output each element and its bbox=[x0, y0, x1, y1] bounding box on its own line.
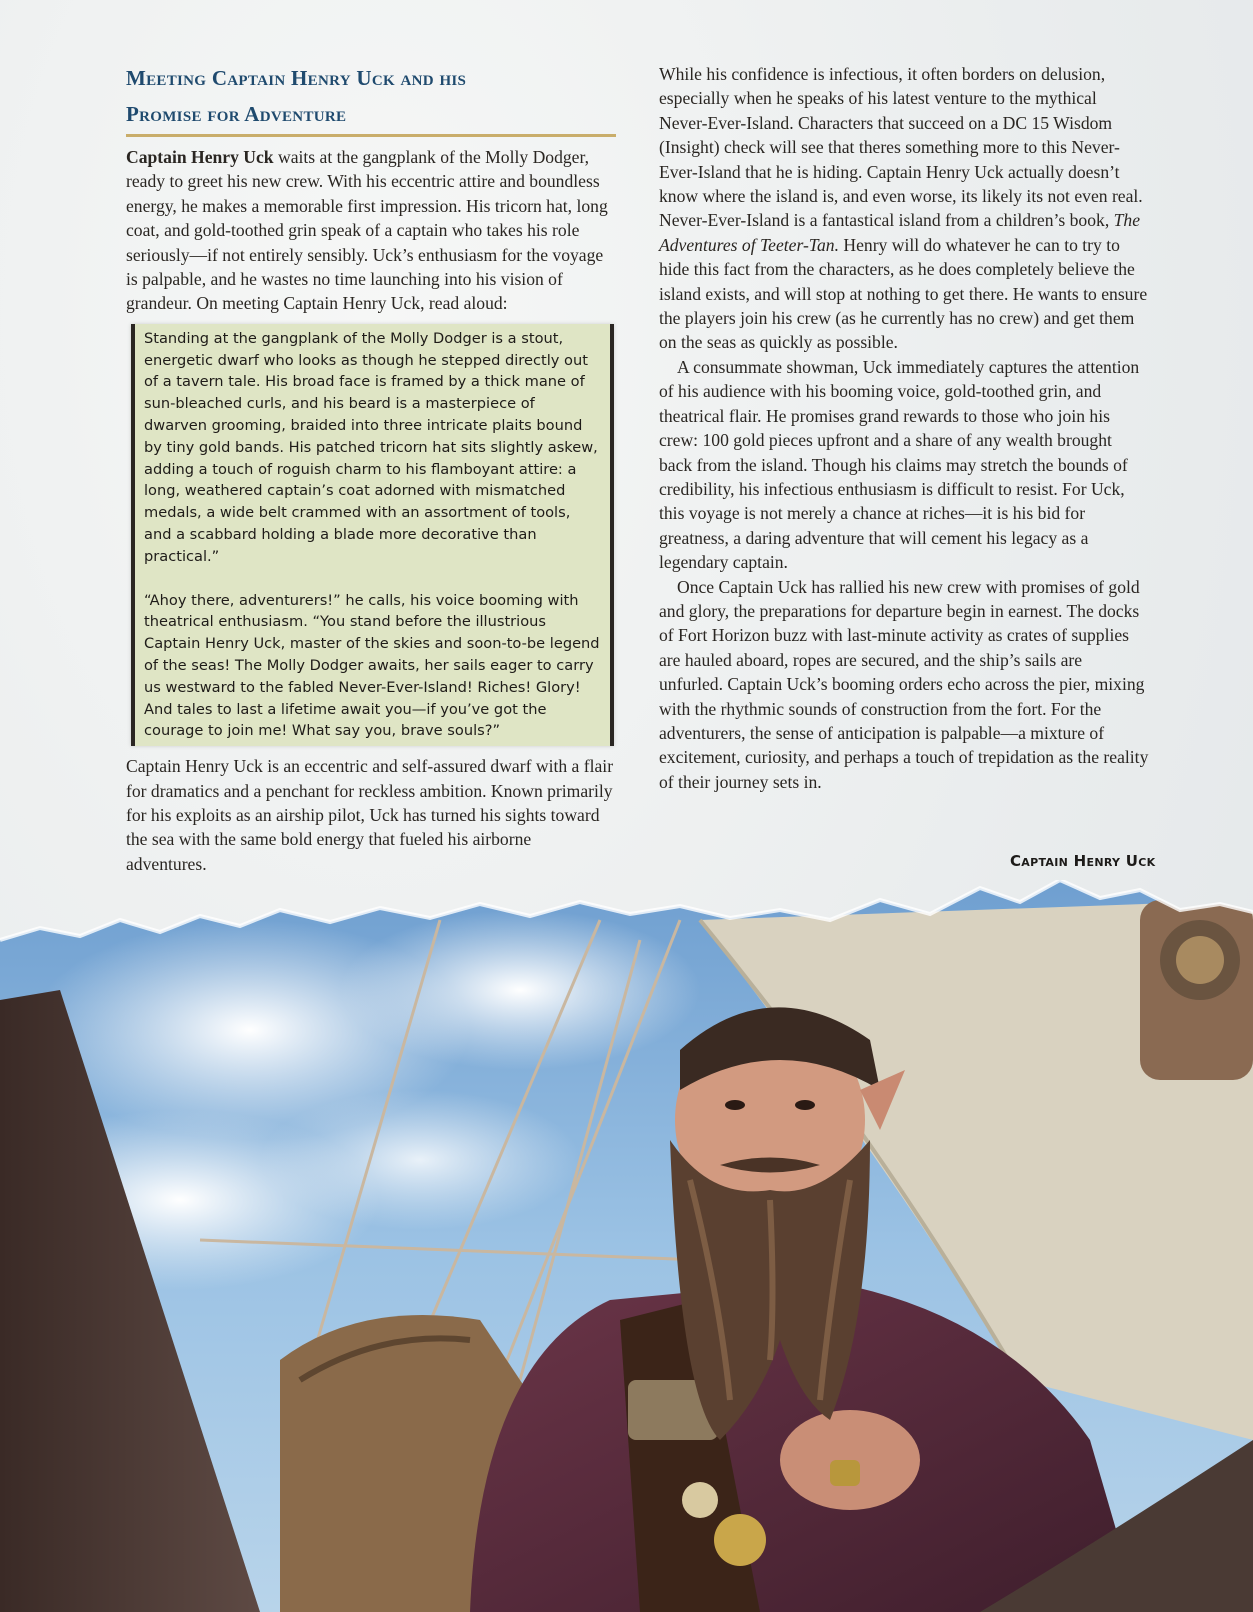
read-aloud-paragraph-1: Standing at the gangplank of the Molly Dodger is a stout, energetic dwarf who looks as though he stepped directly out of a tavern tale. His broad face is framed by a thick mane of sun-bleached curls, and his beard is a masterpiece of dwarven grooming, braided into three intricate plaits bound by tiny gold bands. His patched tricorn hat sits slightly askew, adding a touch of roguish charm to his flamboyant attire: a long, weathered captain’s coat adorned with mismatched medals, a wide belt crammed with an assortment of tools, and a scabbard holding a blade more decorative than practical.” bbox=[144, 329, 598, 565]
right-p1-before: While his confidence is infectious, it often borders on delusion, especially when he speaks of his latest venture to the mythical Never-Ever-Island. Characters that succeed on a DC 15 Wisdom (Insight) check will see that theres something more to this Never-Ever-Island that he is hiding. Captain Henry Uck actually doesn’t know where the island is, and even worse, its likely its not even real. Never-Ever-Island is a fantastical island from a children’s book, bbox=[659, 64, 1143, 231]
right-column bbox=[659, 62, 1149, 794]
heading-line-1: Meeting Captain Henry Uck and his bbox=[126, 66, 467, 90]
illustration-caption: Captain Henry Uck bbox=[1010, 852, 1156, 870]
section-heading bbox=[126, 60, 616, 137]
right-p1-after: Henry will do whatever he can to try to hide this fact from the characters, as he does completely believe the island exists, and will stop at nothing to get there. He wants to ensure the players join his crew (as he currently has no crew) and get them on the seas as quickly as possible. bbox=[659, 234, 1148, 353]
right-paragraph-2: A consummate showman, Uck immediately captures the attention of his audience with his booming voice, gold-toothed grin, and theatrical flair. He promises grand rewards to those who join his crew: 100 gold pieces upfront and a share of any wealth brought back from the island. Though his claims may stretch the bounds of credibility, his infectious enthusiasm is difficult to resist. For Uck, this voyage is not merely a chance at riches—it is his bid for greatness, a daring adventure that will cement his legacy as a legendary captain. bbox=[659, 356, 1140, 573]
heading-line-2: Promise for Adventure bbox=[126, 102, 347, 126]
right-paragraph-1 bbox=[659, 62, 1149, 355]
read-aloud-box bbox=[131, 324, 614, 746]
captain-illustration bbox=[0, 880, 1253, 1612]
intro-name: Captain Henry Uck bbox=[126, 147, 274, 167]
intro-paragraph bbox=[126, 145, 616, 316]
intro-text: waits at the gangplank of the Molly Dodger, ready to greet his new crew. With his eccentric attire and boundless energy, he makes a memorable first impression. His tricorn hat, long coat, and gold-toothed grin speak of a captain who takes his role seriously—if not entirely sensibly. Uck’s enthusiasm for the voyage is palpable, and he wastes no time launching into his vision of grandeur. On meeting Captain Henry Uck, read aloud: bbox=[126, 147, 608, 314]
read-aloud-paragraph-2: “Ahoy there, adventurers!” he calls, his voice booming with theatrical enthusiasm. “You stand before the illustrious Captain Henry Uck, master of the skies and soon-to-be legend of the seas! The Molly Dodger awaits, her sails eager to carry us westward to the fabled Never-Ever-Island! Riches! Glory! And tales to last a lifetime await you—if you’ve got the courage to join me! What say you, brave souls?” bbox=[144, 591, 600, 740]
left-column bbox=[126, 60, 616, 876]
description-paragraph: Captain Henry Uck is an eccentric and self-assured dwarf with a flair for dramatics and a penchant for reckless ambition. Known primarily for his exploits as an airship pilot, Uck has turned his sights toward the sea with the same bold energy that fueled his airborne adventures. bbox=[126, 756, 614, 874]
book-title: The Adventures of Teeter-Tan. bbox=[659, 210, 1141, 255]
right-paragraph-3: Once Captain Uck has rallied his new crew with promises of gold and glory, the preparations for departure begin in earnest. The docks of Fort Horizon buzz with last-minute activity as crates of supplies are hauled aboard, ropes are secured, and the ship’s sails are unfurled. Captain Uck’s booming orders echo across the pier, mixing with the rhythmic sounds of construction from the fort. For the adventurers, the sense of anticipation is palpable—a mixture of excitement, curiosity, and perhaps a touch of trepidation as the reality of their journey sets in. bbox=[659, 576, 1149, 792]
